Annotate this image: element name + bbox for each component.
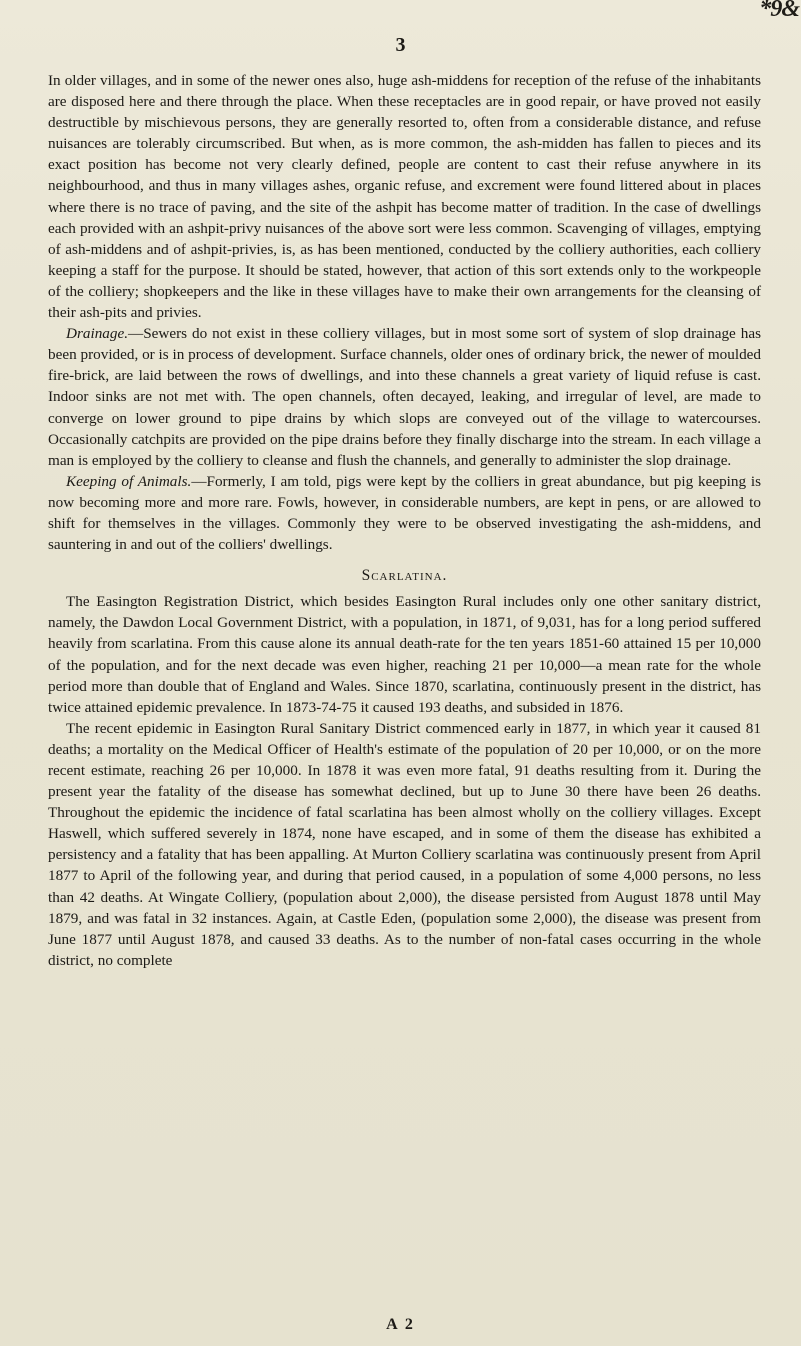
paragraph-text: The Easington Registration District, which besides Easington Rural includes only one other sanitary district, namely, the Dawdon Local Government District, with a population, in 1871, of 9,031, has for a long period suffered heavily from scarlatina. From this cause alone its annual death-rate for the ten years 1851-60 attained 15 per 10,000 of the population, and for the next decade was even higher, reaching 21 per 10,000—a mean rate for the whole period more than double that of England and Wales. Since 1870, scarlatina, continuously present in the district, has twice attained epidemic prevalence. In 1873-74-75 it caused 193 deaths, and subsided in 1876. xyxy=(48,593,761,716)
paragraph-heading-drainage: Drainage. xyxy=(66,325,129,343)
section-heading-scarlatina: Scarlatina. xyxy=(361,567,448,585)
paragraph-ash-middens xyxy=(48,70,761,323)
signature-mark: A 2 xyxy=(386,1316,415,1333)
body-text xyxy=(48,70,761,971)
paragraph-text: —Formerly, I am told, pigs were kept by the colliers in great abundance, but pig keeping is now becoming more and more rare. Fowls, however, in considerable numbers, are kept in pens, or are allowed to shift for themselves in the villages. Commonly they were to be observed investigating the ash-middens, and sauntering in and out of the colliers' dwellings. xyxy=(48,472,761,554)
paragraph-text: In older villages, and in some of the newer ones also, huge ash-middens for reception of the refuse of the inhabitants are disposed here and there through the place. When these receptacles are in good repair, or have proved not easily destructible by mischievous persons, they are generally resorted to, often from a considerable distance, and refuse nuisances are tolerably circumscribed. But when, as is more common, the ash-midden has fallen to pieces and its exact position has become not very clearly defined, people are content to cast their refuse anywhere in its neighbourhood, and thus in many villages ashes, organic refuse, and excrement were found littered about in places where there is no trace of paving, and the site of the ashpit has become matter of tradition. In the case of dwellings each provided with an ashpit-privy nuisances of the above sort were less common. Scavenging of villages, emptying of ash-middens and of ashpit-privies, is, as has been mentioned, conducted by the colliery authorities, each colliery keeping a staff for the purpose. It should be stated, however, that action of this sort extends only to the workpeople of the colliery; shopkeepers and the like in these villages have to make their own arrangements for the cleansing of their ash-pits and privies. xyxy=(48,72,761,322)
paragraph-scarlatina-1 xyxy=(48,591,761,718)
corner-mark: *9& xyxy=(759,0,799,22)
page-number: 3 xyxy=(395,34,406,56)
paragraph-drainage xyxy=(48,323,761,471)
paragraph-text: —Sewers do not exist in these colliery villages, but in most some sort of system of slop drainage has been provided, or is in process of development. Surface channels, older ones of ordinary brick, the newer of moulded fire-brick, are laid between the rows of dwellings, and into these channels a great variety of liquid refuse is cast. Indoor sinks are not met with. The open channels, often decayed, leaking, and irregular of level, are made to converge on lower ground to pipe drains by which slops are conveyed out of the village to watercourses. Occasionally catchpits are provided on the pipe drains before they finally discharge into the stream. In each village a man is employed by the colliery to cleanse and flush the channels, and generally to administer the slop drainage. xyxy=(48,325,761,469)
paragraph-heading-keeping-animals: Keeping of Animals. xyxy=(66,472,192,490)
paragraph-text: The recent epidemic in Easington Rural Sanitary District commenced early in 1877, in which year it caused 81 deaths; a mortality on the Medical Officer of Health's estimate of the population of 20 per 10,000, or on the more recent estimate, reaching 26 per 10,000. In 1878 it was even more fatal, 91 deaths resulting from it. During the present year the fatality of the disease has somewhat declined, but up to June 30 there have been 26 deaths. Throughout the epidemic the incidence of fatal scarlatina has been almost wholly on the colliery villages. Except Haswell, which suffered severely in 1874, none have escaped, and in some of them the disease has exhibited a persistency and a fatality that has been appalling. At Murton Colliery scarlatina was continuously present from April 1877 to April of the following year, and during that period caused, in a population of some 4,000 persons, no less than 42 deaths. At Wingate Colliery, (population about 2,000), the disease persisted from August 1878 until May 1879, and was fatal in 32 instances. Again, at Castle Eden, (population some 2,000), the disease was present from June 1877 until August 1878, and caused 33 deaths. As to the number of non-fatal cases occurring in the whole district, no complete xyxy=(48,719,761,969)
paragraph-scarlatina-2 xyxy=(48,718,761,971)
paragraph-keeping-animals xyxy=(48,471,761,555)
